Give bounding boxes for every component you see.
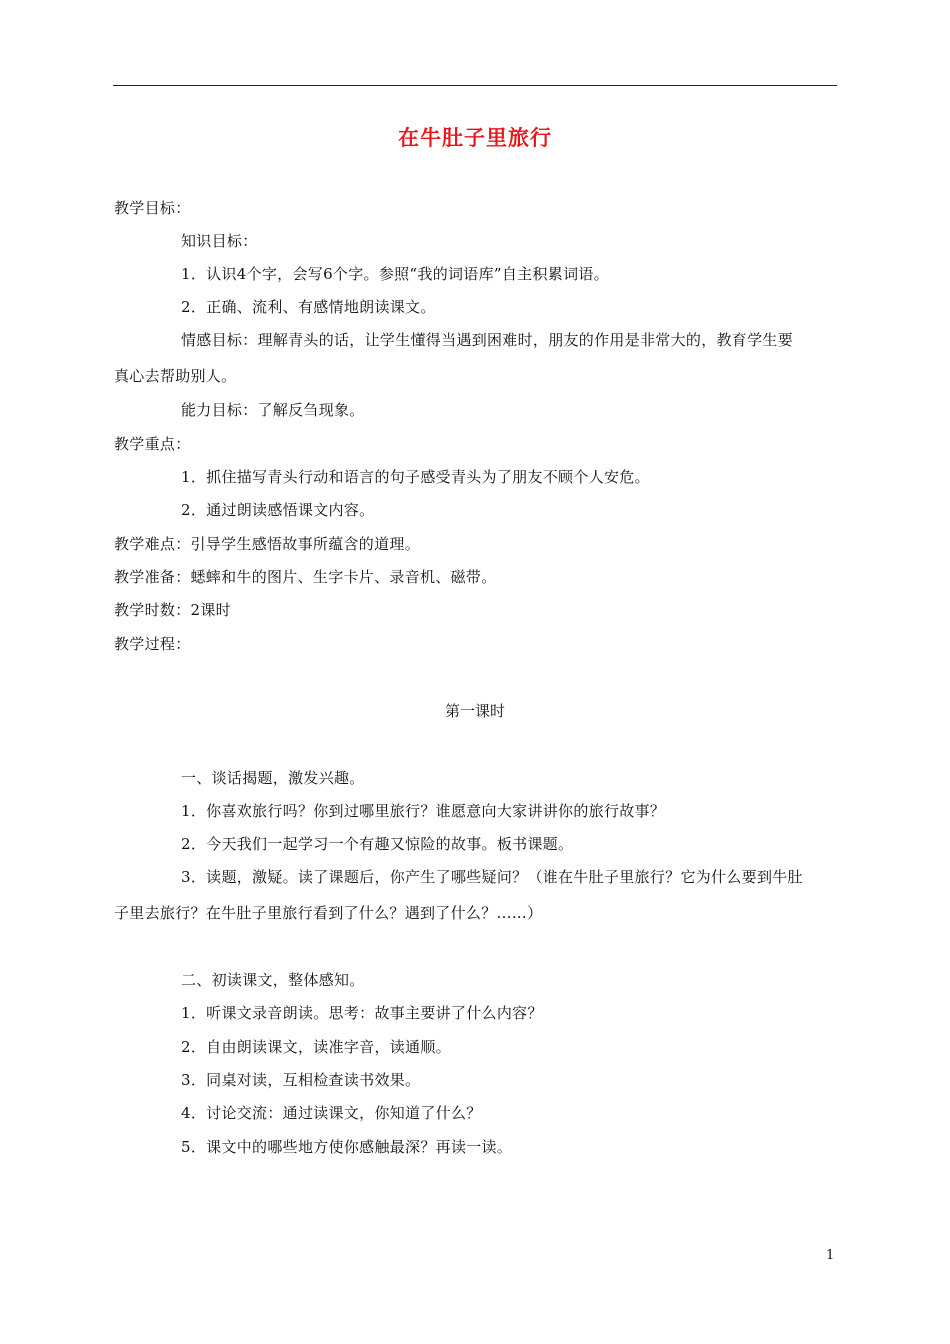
section-2-heading: 二、初读课文，整体感知。 bbox=[181, 971, 365, 989]
page-number: 1 bbox=[826, 1248, 835, 1263]
header-rule bbox=[113, 85, 837, 86]
process-heading: 教学过程： bbox=[114, 635, 191, 653]
section-2-item-2: 2．自由朗读课文，读准字音，读通顺。 bbox=[181, 1038, 451, 1056]
knowledge-item-2: 2．正确、流利、有感情地朗读课文。 bbox=[181, 298, 436, 316]
goals-heading: 教学目标： bbox=[114, 199, 191, 217]
ability-goal: 能力目标：了解反刍现象。 bbox=[181, 401, 365, 419]
section-1-heading: 一、谈话揭题，激发兴趣。 bbox=[181, 769, 365, 787]
section-1-item-1: 1．你喜欢旅行吗？你到过哪里旅行？谁愿意向大家讲讲你的旅行故事？ bbox=[181, 802, 666, 820]
section-2-item-5: 5．课文中的哪些地方使你感触最深？再读一读。 bbox=[181, 1138, 513, 1156]
section-1-item-3-line-2: 子里去旅行？在牛肚子里旅行看到了什么？遇到了什么？……） bbox=[114, 904, 543, 922]
key-point-2: 2．通过朗读感悟课文内容。 bbox=[181, 501, 375, 519]
section-1-item-2: 2．今天我们一起学习一个有趣又惊险的故事。板书课题。 bbox=[181, 835, 574, 853]
section-2-item-1: 1．听课文录音朗读。思考：故事主要讲了什么内容？ bbox=[181, 1004, 543, 1022]
difficulty: 教学难点：引导学生感悟故事所蕴含的道理。 bbox=[114, 535, 421, 553]
section-1-item-3-line-1: 3．读题，激疑。读了课题后，你产生了哪些疑问？（谁在牛肚子里旅行？它为什么要到牛肚 bbox=[181, 868, 803, 886]
knowledge-item-1: 1．认识4个字，会写6个字。参照“我的词语库”自主积累词语。 bbox=[181, 265, 609, 283]
preparation: 教学准备：蟋蟀和牛的图片、生字卡片、录音机、磁带。 bbox=[114, 568, 497, 586]
key-point-1: 1．抓住描写青头行动和语言的句子感受青头为了朋友不顾个人安危。 bbox=[181, 468, 650, 486]
class-hours: 教学时数：2课时 bbox=[114, 601, 231, 619]
lesson-title: 第一课时 bbox=[444, 702, 505, 720]
section-2-item-3: 3．同桌对读，互相检查读书效果。 bbox=[181, 1071, 421, 1089]
emotion-goal-line-1: 情感目标：理解青头的话，让学生懂得当遇到困难时，朋友的作用是非常大的，教育学生要 bbox=[181, 331, 794, 349]
document-title: 在牛肚子里旅行 bbox=[398, 126, 552, 150]
knowledge-heading: 知识目标： bbox=[181, 232, 258, 250]
section-2-item-4: 4．讨论交流：通过读课文，你知道了什么？ bbox=[181, 1104, 482, 1122]
key-points-heading: 教学重点： bbox=[114, 435, 191, 453]
emotion-goal-line-2: 真心去帮助别人。 bbox=[114, 367, 237, 385]
